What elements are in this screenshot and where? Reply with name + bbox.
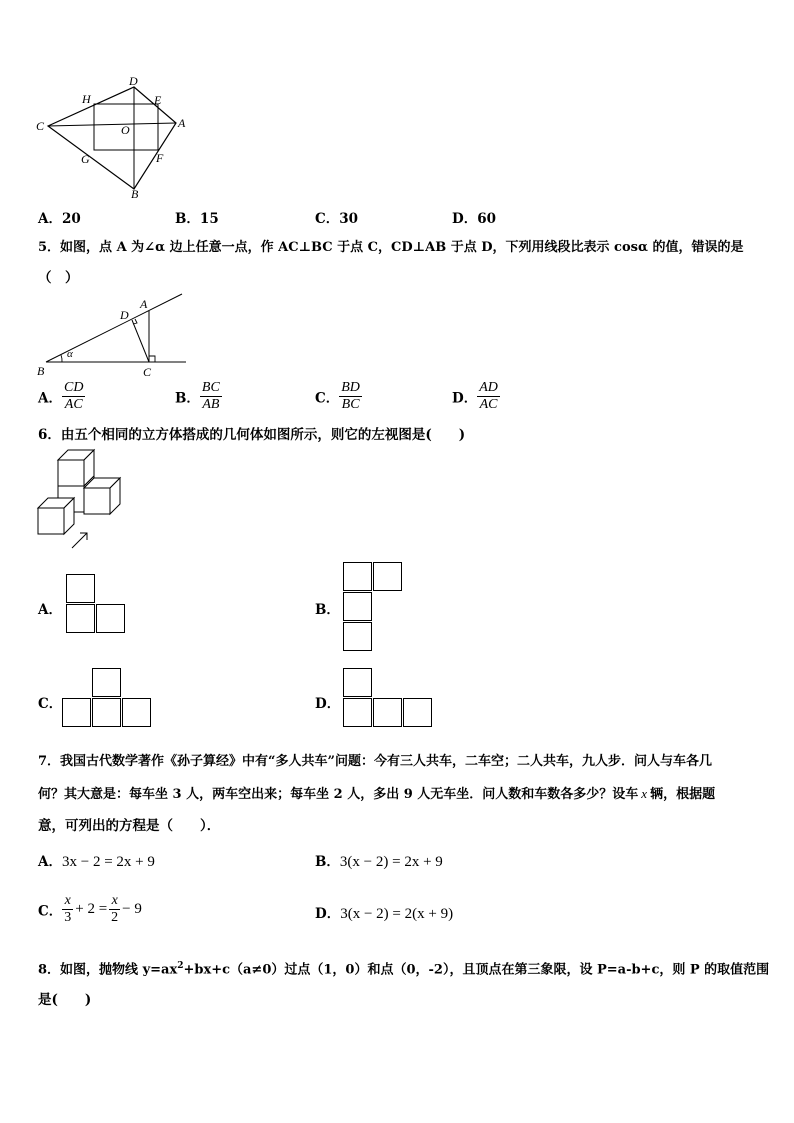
q5-option-d-fraction [477, 380, 500, 413]
q6-a-square-top [66, 574, 95, 603]
q4-option-d-value: 60 [477, 211, 497, 227]
q4-label-g: G [81, 152, 90, 166]
q6-b-square-top-left [343, 562, 372, 591]
q5-option-c-fraction [339, 380, 362, 413]
q6-c-square-bottom-right [122, 698, 151, 727]
q6-b-square-bottom [343, 622, 372, 651]
q5-stem-line1: 5．如图，点 A 为∠α 边上任意一点，作 AC⊥BC 于点 C，CD⊥AB 于点 D，下列用线段比表示 cosα 的值，错误的是 [38, 240, 744, 255]
q5-label-d: D [120, 308, 129, 322]
q6-option-a-figure [66, 574, 128, 636]
q8-stem-line1-end: +bx+c（a≠0）过点（1，0）和点（0，-2），且顶点在第三象限，设 P=a-b+c，则 P 的取值范围 [183, 962, 770, 978]
q4-label-h: H [82, 92, 91, 106]
q5-option-c [315, 380, 362, 413]
q6-option-c-figure [62, 668, 154, 730]
q7-option-d-letter: D． [315, 906, 341, 922]
q5-option-d [452, 380, 500, 413]
q6-option-b-letter: B． [315, 602, 340, 618]
q5-option-b-numerator: BC [201, 380, 220, 395]
q5-label-alpha: α [67, 348, 73, 360]
q4-option-b-letter: B． [175, 211, 200, 227]
q4-option-b-value: 15 [199, 211, 219, 227]
q7-stem-line3: 意，可列出的方程是（ ）． [38, 818, 221, 834]
q5-label-c: C [143, 365, 152, 379]
q7-option-c-fraction-2-numerator: x [109, 893, 120, 910]
q4-label-o: O [121, 123, 130, 137]
q7-option-d-equation: 3(x − 2) = 2(x + 9) [340, 906, 454, 922]
q7-variable-x: x [641, 786, 648, 801]
q5-label-b: B [37, 364, 45, 378]
q4-option-c-value: 30 [339, 211, 359, 227]
q7-option-c-fraction-1 [62, 893, 73, 926]
q6-b-square-middle [343, 592, 372, 621]
q7-option-a-equation: 3x − 2 = 2x + 9 [61, 854, 155, 870]
q6-c-square-top [92, 668, 121, 697]
q5-option-a-denominator: AC [64, 397, 83, 412]
q7-stem-line1: 7．我国古代数学著作《孙子算经》中有“多人共车”问题：今有三人共车，二车空；二人共车，九人步．问人与车各几 [38, 754, 713, 769]
q7-option-a-letter: A． [38, 854, 62, 870]
q6-c-square-bottom-middle [92, 698, 121, 727]
q4-label-c: C [36, 119, 45, 133]
q6-d-square-bottom-left [343, 698, 372, 727]
q5-option-a-fraction [62, 380, 85, 413]
q4-option-a-letter: A． [38, 211, 62, 227]
q5-option-c-numerator: BD [341, 380, 360, 395]
q5-option-a-letter: A． [38, 390, 62, 407]
q8-superscript: 2 [177, 961, 184, 971]
q7-option-c-fraction-1-numerator: x [62, 893, 73, 910]
q4-option-b [175, 207, 219, 227]
q6-a-square-bottom-left [66, 604, 95, 633]
q6-stem: 6．由五个相同的立方体搭成的几何体如图所示，则它的左视图是( ) [38, 427, 466, 443]
q5-option-b-fraction [200, 380, 222, 413]
q4-kite-figure [30, 74, 200, 202]
q5-option-b-denominator: AB [202, 397, 220, 412]
q7-option-c-fraction-1-denominator: 3 [64, 910, 72, 925]
q7-option-c-fraction-2 [109, 893, 120, 926]
q5-option-c-denominator: BC [341, 397, 360, 412]
q5-angle-figure [34, 290, 194, 380]
q4-option-c-letter: C． [315, 211, 340, 227]
q5-stem-line2: （ ） [38, 270, 79, 286]
q7-option-c-tail: − 9 [122, 901, 142, 917]
q7-option-b-equation: 3(x − 2) = 2x + 9 [339, 854, 443, 870]
q4-option-d [452, 207, 496, 227]
q6-d-square-bottom-middle [373, 698, 402, 727]
q7-option-d [315, 902, 453, 923]
q5-option-c-letter: C． [315, 390, 340, 407]
q5-option-b [175, 380, 222, 413]
q8-stem-line1-start: 8．如图，抛物线 y=ax [38, 962, 178, 978]
q6-option-b-figure [343, 562, 405, 652]
q5-option-d-numerator: AD [479, 380, 498, 395]
q5-option-b-letter: B． [175, 390, 200, 407]
q7-stem-line2-end: 辆，根据题 [650, 787, 716, 802]
q7-option-c-middle: + 2 = [75, 901, 108, 917]
q4-label-e: E [154, 93, 162, 107]
q6-option-d-letter: D． [315, 696, 341, 712]
q6-option-a-letter: A． [38, 602, 62, 618]
q5-option-a-numerator: CD [63, 380, 84, 395]
q7-stem-line2 [38, 784, 768, 805]
q5-label-a: A [140, 297, 148, 311]
q4-label-b: B [131, 187, 139, 201]
q7-option-c-fraction-2-denominator: 2 [111, 910, 119, 925]
q7-option-b [315, 850, 443, 871]
q7-option-b-letter: B． [315, 854, 340, 870]
q8-stem-line1 [38, 956, 768, 980]
q6-c-square-bottom-left [62, 698, 91, 727]
q8-stem-line2: 是( ) [38, 992, 92, 1008]
q6-b-square-top-right [373, 562, 402, 591]
q4-option-d-letter: D． [452, 211, 478, 227]
q6-option-c-letter: C． [38, 696, 63, 712]
q4-label-a: A [178, 116, 186, 130]
q6-d-square-bottom-right [403, 698, 432, 727]
q4-option-a-value: 20 [61, 211, 81, 227]
q4-label-f: F [156, 151, 164, 165]
q7-option-a [38, 850, 155, 871]
q6-cube-stack-figure [34, 448, 134, 552]
q6-option-d-figure [343, 668, 435, 730]
q4-option-c [315, 207, 358, 227]
q7-option-c-letter: C． [38, 903, 63, 920]
q5-option-d-letter: D． [452, 390, 478, 407]
q7-stem-line2-start: 何？其大意是：每车坐 3 人，两车空出来；每车坐 2 人，多出 9 人无车坐．问人数和车数各多少？设车 [38, 787, 639, 802]
q5-option-d-denominator: AC [479, 397, 498, 412]
q4-option-a [38, 207, 81, 227]
q6-a-square-bottom-right [96, 604, 125, 633]
q5-option-a [38, 380, 85, 413]
q4-label-d: D [129, 74, 138, 88]
q7-option-c [38, 893, 142, 926]
q6-d-square-top [343, 668, 372, 697]
